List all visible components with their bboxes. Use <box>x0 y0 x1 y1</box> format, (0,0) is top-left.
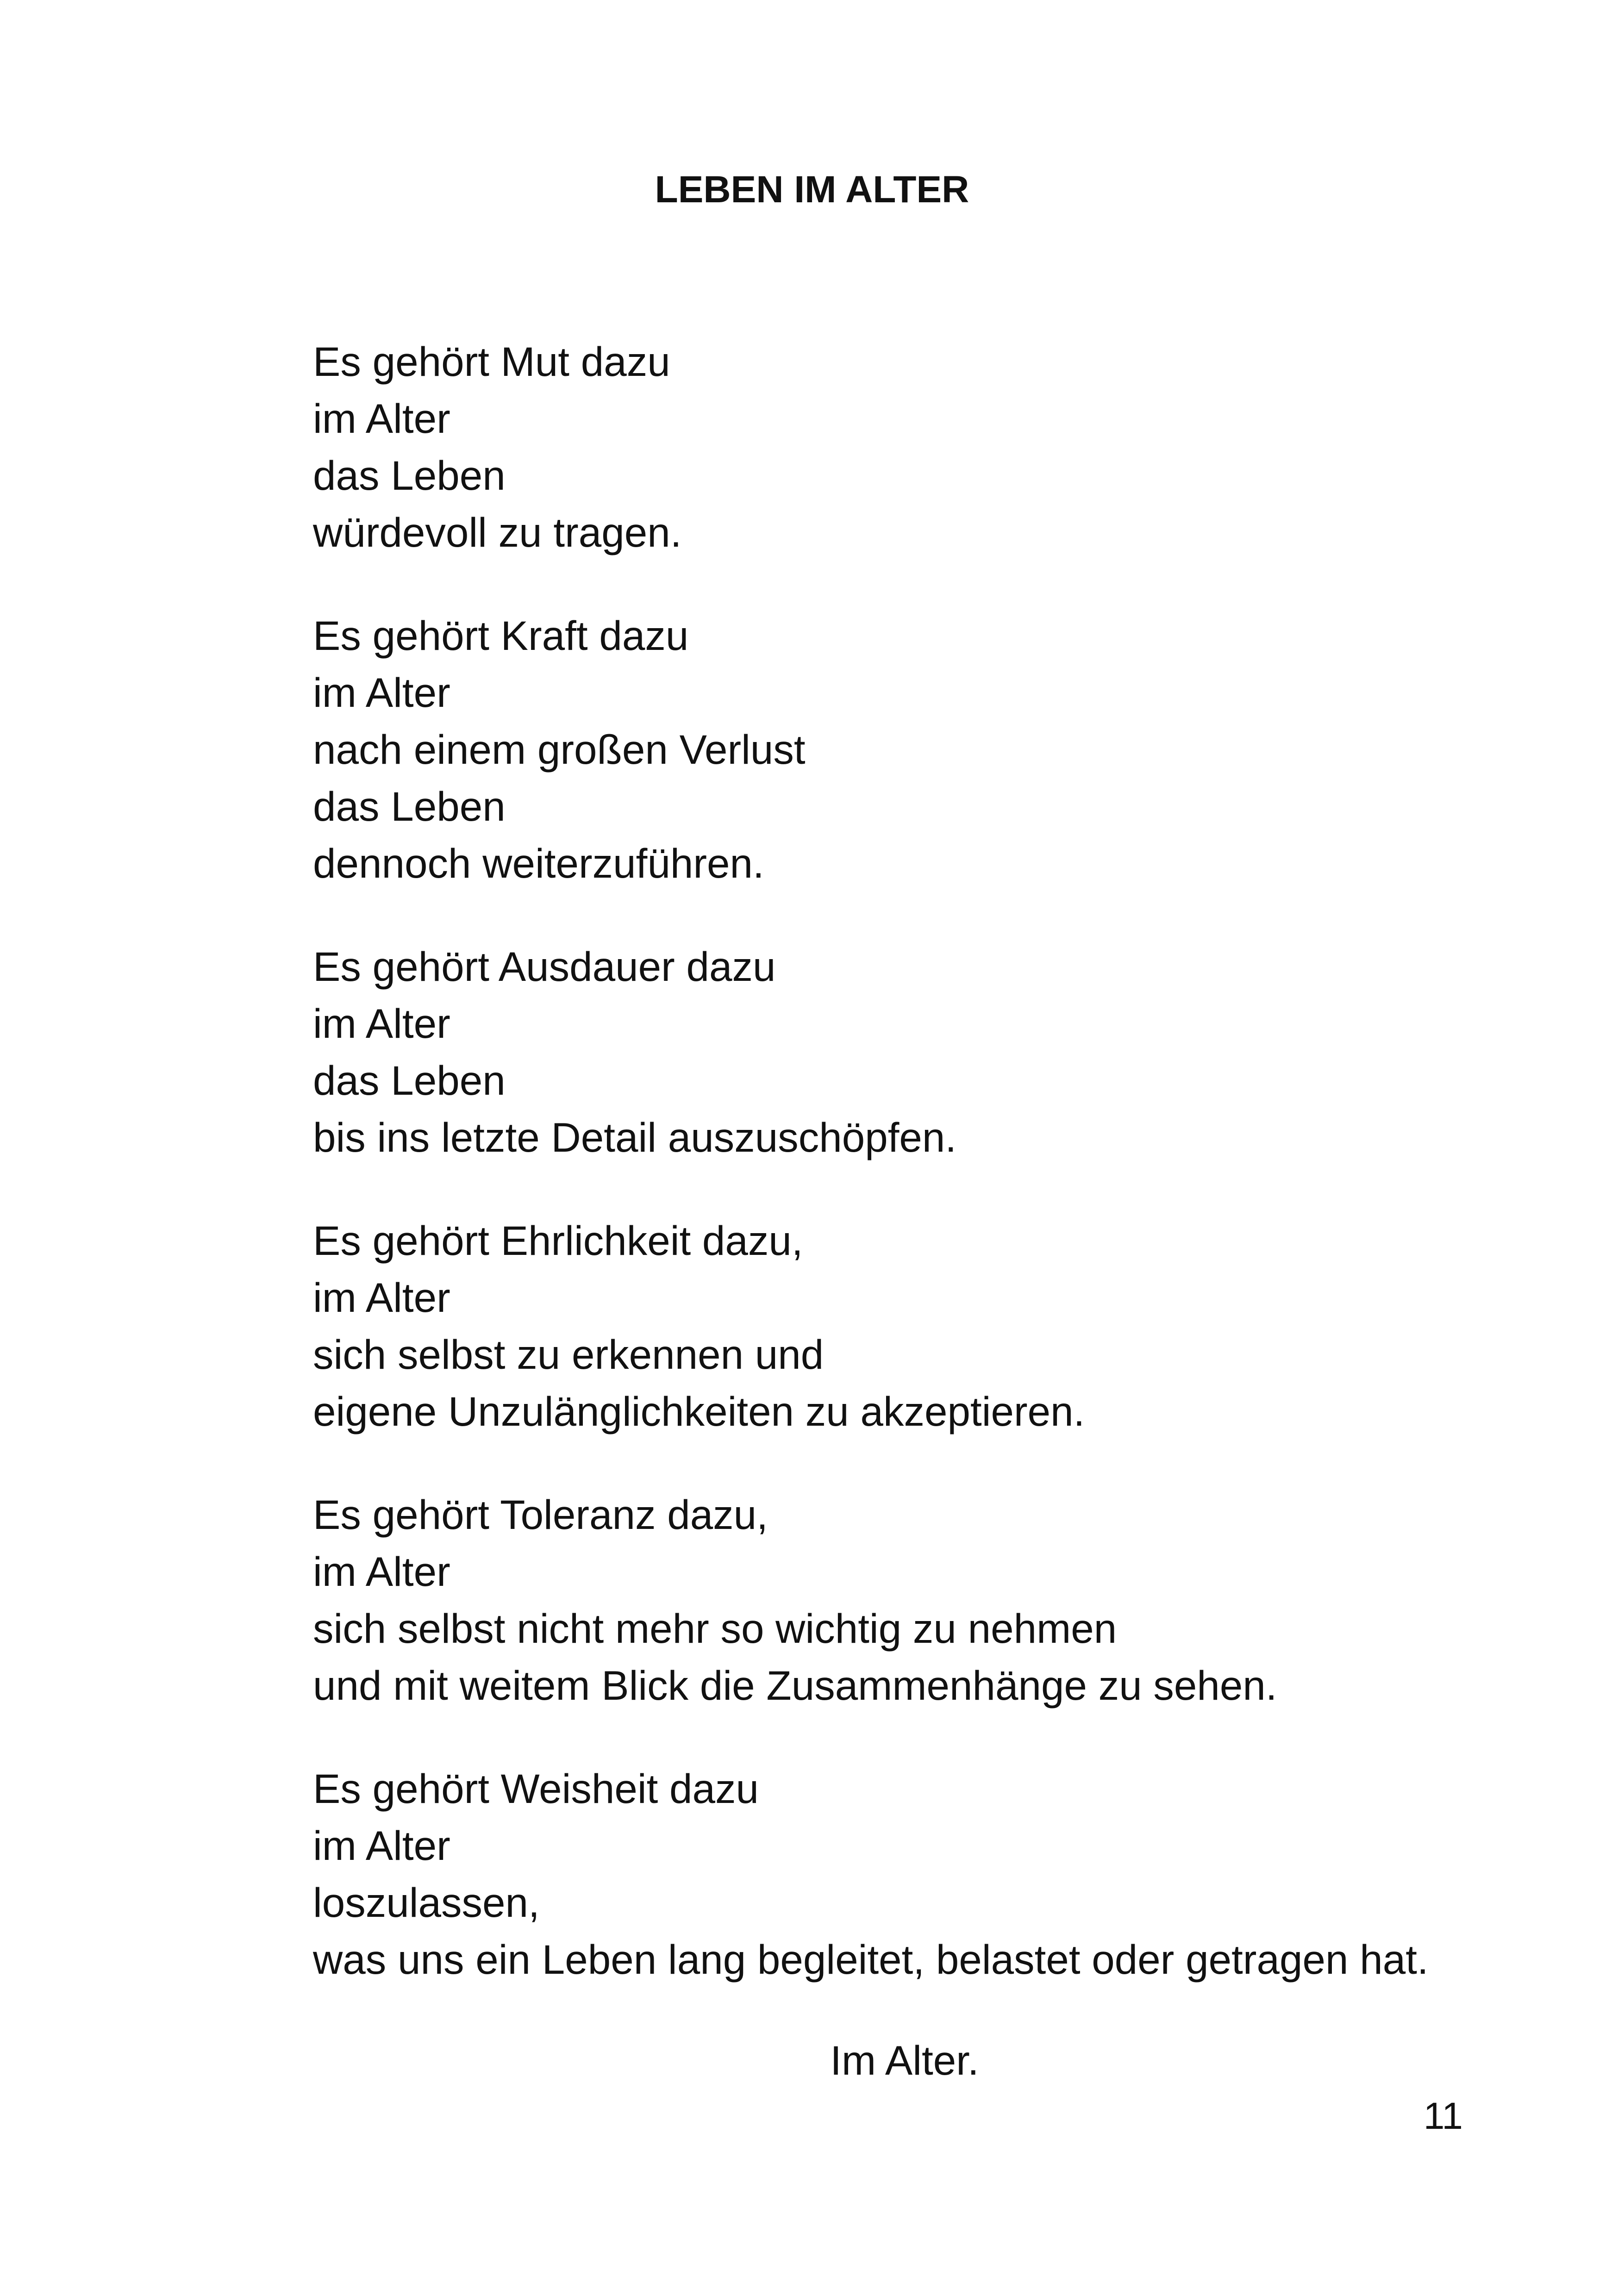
poem-body <box>313 333 1609 1988</box>
closing-line: Im Alter. <box>830 2037 979 2083</box>
stanza-gap <box>313 892 1609 938</box>
page-number: 11 <box>1423 2095 1463 2137</box>
poem-line: das Leben <box>313 452 506 499</box>
stanza-gap <box>313 561 1609 607</box>
poem-line: das Leben <box>313 783 506 829</box>
stanza-3 <box>313 938 1609 1166</box>
stanza-4 <box>313 1212 1609 1440</box>
poem-line: Es gehört Weisheit dazu <box>313 1765 759 1812</box>
poem-line: im Alter <box>313 1000 450 1047</box>
stanza-1 <box>313 333 1609 561</box>
poem-line: Es gehört Ausdauer dazu <box>313 943 776 990</box>
stanza-2 <box>313 607 1609 892</box>
poem-line: im Alter <box>313 669 450 716</box>
poem-line: im Alter <box>313 1274 450 1321</box>
stanza-gap <box>313 1166 1609 1212</box>
stanza-6 <box>313 1760 1609 1988</box>
poem-line: nach einem großen Verlust <box>313 726 806 773</box>
stanza-gap <box>313 1440 1609 1486</box>
poem-line: dennoch weiterzuführen. <box>313 840 764 886</box>
poem-line: Es gehört Ehrlichkeit dazu, <box>313 1217 803 1264</box>
poem-line: Es gehört Toleranz dazu, <box>313 1491 768 1538</box>
poem-line: und mit weitem Blick die Zusammenhänge zu sehen. <box>313 1662 1277 1709</box>
poem-line: sich selbst nicht mehr so wichtig zu nehmen <box>313 1605 1117 1652</box>
stanza-gap <box>313 1714 1609 1760</box>
poem-line: im Alter <box>313 1822 450 1869</box>
poem-title: LEBEN IM ALTER <box>655 168 969 211</box>
poem-line: was uns ein Leben lang begleitet, belastet oder getragen hat. <box>313 1936 1429 1983</box>
poem-line: bis ins letzte Detail auszuschöpfen. <box>313 1114 957 1160</box>
poem-line: würdevoll zu tragen. <box>313 509 682 555</box>
poem-line: Es gehört Mut dazu <box>313 338 670 385</box>
poem-line: das Leben <box>313 1057 506 1104</box>
poem-line: eigene Unzulänglichkeiten zu akzeptieren. <box>313 1388 1085 1434</box>
poem-line: im Alter <box>313 395 450 442</box>
poem-line: im Alter <box>313 1548 450 1595</box>
poem-line: Es gehört Kraft dazu <box>313 612 689 659</box>
poem-line: loszulassen, <box>313 1879 540 1926</box>
stanza-5 <box>313 1486 1609 1714</box>
poem-line: sich selbst zu erkennen und <box>313 1331 824 1378</box>
